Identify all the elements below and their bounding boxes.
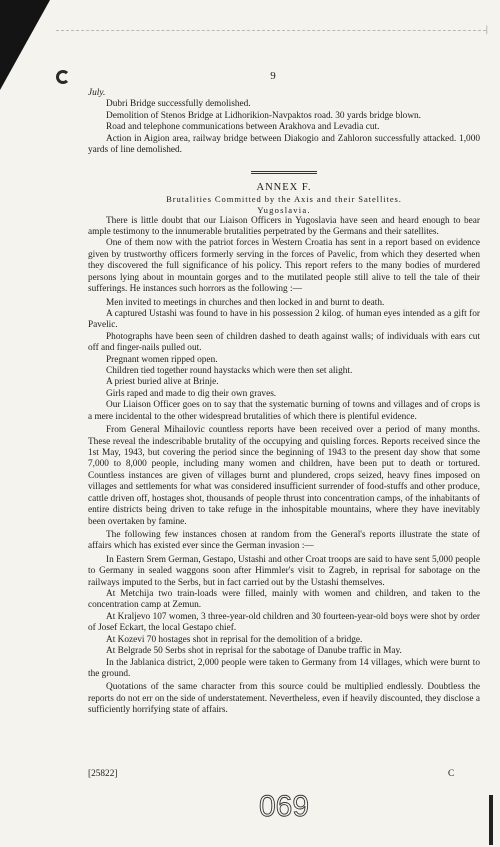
annex-country: Yugoslavia. (257, 205, 311, 215)
body-paragraph: One of them now with the patriot forces in Western Croatia has sent in a report based on evidence given by trustworthy officers formerly serving in the forces of Pavelic, from which they deserted when they discovered the full significance of his policy. This report refers to the many bodies of murdered persons lying about in mountain gorges and to the mutilated people still alive to tell the tale of their sufferings. He instances such horrors as the following :— (88, 238, 480, 295)
horror-item: A priest buried alive at Brinje. (106, 377, 219, 388)
handwritten-stamp (256, 786, 312, 826)
intro-item: Demolition of Stenos Bridge at Lidhorikion-Navpaktos road. 30 yards bridge blown. (106, 110, 422, 121)
horror-item: Children tied together round haystacks which were then set alight. (106, 366, 353, 377)
horror-item: A captured Ustashi was found to have in his possession 2 kilog. of human eyes intended as a gift for Pavelic. (88, 308, 480, 331)
intro-item: Road and telephone communications between Arakhova and Levadia cut. (106, 122, 380, 133)
horror-item: Men invited to meetings in churches and then locked in and burnt to death. (106, 297, 385, 308)
section-month: July. (88, 88, 106, 98)
body-paragraph: The following few instances chosen at random from the General's reports illustrate the state of affairs which has existed ever since the German invasion :— (88, 529, 480, 552)
page-letter: C (448, 769, 455, 779)
horror-item: Photographs have been seen of children dashed to death against walls; of individuals with ears cut off and finger-nails pulled out. (88, 331, 480, 354)
intro-item: Dubri Bridge successfully demolished. (106, 99, 251, 110)
annex-title: ANNEX F. (256, 181, 312, 193)
instance-item: At Kozevi 70 hostages shot in reprisal for the demolition of a bridge. (106, 634, 363, 645)
instance-item: At Metchija two train-loads were filled, mainly with women and children, and taken to the concentration camp at Zemun. (88, 589, 480, 611)
document-reference: [25822] (88, 769, 118, 779)
scan-edge-bar (489, 795, 493, 845)
body-paragraph: There is little doubt that our Liaison Officers in Yugoslavia have seen and heard enough to bear ample testimony to the innumerable brutalities perpetrated by the Germans and their satellites. (88, 215, 480, 237)
document-body (88, 88, 480, 717)
intro-item: Action in Aigion area, railway bridge between Diakogio and Zahloron successfully attacked. 1,000 yards of line demolished. (88, 133, 480, 156)
page-number: 9 (270, 70, 276, 82)
instance-item: In Eastern Srem German, Gestapo, Ustashi and other Croat troops are said to have sent 5,000 people to Germany in sealed waggons soon after Himmler's visit to Zagreb, in reprisal for sabotage on the railways imputed to the Serbs, but in fact carried out by the Ustashi themselves. (88, 554, 480, 588)
body-paragraph: Our Liaison Officer goes on to say that the systematic burning of towns and villages and of crops is a mere incidental to the other widespread brutalities of which there is plentiful evidence. (88, 400, 480, 422)
stamp-number: 069 (258, 790, 310, 823)
instance-item: In the Jablanica district, 2,000 people were taken to Germany from 14 villages, which were burnt to the ground. (88, 657, 480, 680)
instance-item: At Belgrade 50 Serbs shot in reprisal for the sabotage of Danube traffic in May. (106, 646, 402, 657)
closing-paragraph: Quotations of the same character from this source could be multiplied endlessly. Doubtless the reports do not err on the side of understatement. Nevertheless, even if heavily discounted, they disclose a sufficiently horrifying state of affairs. (88, 682, 480, 716)
horror-item: Pregnant women ripped open. (106, 354, 218, 365)
top-edge-rule (56, 30, 486, 31)
annex-subtitle: Brutalities Committed by the Axis and their Satellites. (166, 194, 402, 205)
section-divider (251, 171, 317, 174)
edge-mark: | (486, 24, 488, 34)
instance-item: At Kraljevo 107 women, 3 three-year-old children and 30 fourteen-year-old boys were shot by order of Josef Eckart, the local Gestapo chief. (88, 611, 480, 634)
body-paragraph: From General Mihailovic countless reports have been received over a period of many months. These reveal the indescribable brutality of the occupying and quisling forces. Reports received since the 1st May, 1943, but covering the period since the beginning of 1943 to the present day show that some 7,000 to 8,000 people, including many women and children, have been put to death or tortured. Countless instances are given of villages burnt and plundered, crops seized, heavy fines imposed on villages and settlements for what was considered insufficient surrender of food-stuffs and other produce, cattle driven off, hostages shot, thousands of people thrust into concentration camps, of the inhabitants of entire districts being driven to take refuge in the inhospitable mountains, where they have inevitably been overtaken by famine. (88, 425, 480, 527)
horror-item: Girls raped and made to dig their own graves. (106, 388, 277, 399)
